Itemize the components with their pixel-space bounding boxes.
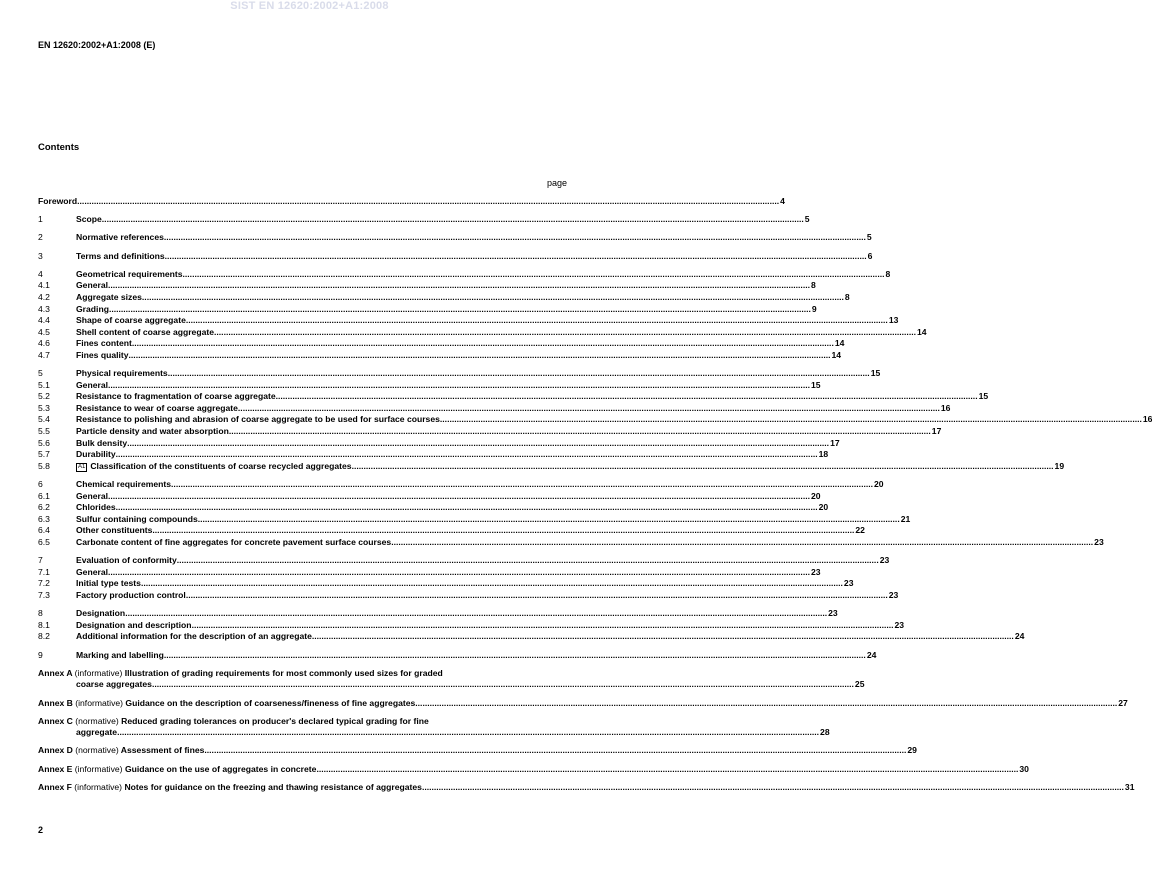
toc-leader-dots bbox=[108, 380, 810, 392]
toc-entry[interactable] bbox=[38, 566, 821, 579]
toc-entry-number: 7.2 bbox=[38, 578, 50, 589]
annex-title-text: Notes for guidance on the freezing and thawing resistance of aggregates bbox=[124, 781, 422, 792]
toc-entry[interactable] bbox=[38, 368, 881, 380]
annex-title-text: Reduced grading tolerances on producer's declared typical grading for fine bbox=[121, 715, 429, 726]
annex-title-line2 bbox=[38, 727, 830, 739]
toc-entry[interactable] bbox=[38, 513, 911, 526]
toc-entry-title[interactable] bbox=[76, 491, 108, 503]
toc-entry-number: 1 bbox=[38, 214, 43, 225]
toc-entry-title[interactable] bbox=[76, 631, 312, 643]
toc-entry-page: 8 bbox=[810, 280, 816, 291]
toc-entry-page: 23 bbox=[888, 589, 899, 600]
toc-entry-title[interactable] bbox=[76, 391, 276, 403]
toc-entry-title[interactable] bbox=[76, 479, 171, 491]
toc-entry-page: 14 bbox=[916, 326, 927, 337]
annex-entry[interactable] bbox=[38, 763, 1029, 776]
annex-title-text: Guidance on the description of coarseness/fineness of fine aggregates bbox=[125, 697, 416, 708]
toc-entry[interactable] bbox=[38, 402, 951, 415]
toc-entry-page: 6 bbox=[867, 250, 873, 261]
toc-entry-number: 4.4 bbox=[38, 315, 50, 326]
annex-label: Annex C bbox=[38, 715, 73, 726]
contents-heading: Contents bbox=[38, 142, 80, 153]
toc-entry-title[interactable] bbox=[76, 251, 165, 263]
toc-entry-title[interactable] bbox=[76, 338, 132, 350]
toc-entry[interactable] bbox=[38, 268, 891, 281]
annex-entry[interactable] bbox=[38, 745, 917, 757]
annex-type: (informative) bbox=[74, 667, 123, 678]
toc-entry[interactable] bbox=[38, 578, 854, 590]
toc-entry-title[interactable] bbox=[76, 368, 168, 380]
toc-entry[interactable] bbox=[38, 315, 899, 327]
annex-title-line bbox=[38, 697, 1128, 710]
toc-entry-title-text: Classification of the constituents of coarse recycled aggregates bbox=[90, 460, 352, 471]
toc-entry-title-text: General bbox=[76, 566, 109, 577]
toc-entry[interactable] bbox=[38, 391, 989, 403]
toc-entry[interactable] bbox=[38, 437, 840, 450]
annex-heading bbox=[38, 668, 125, 678]
toc-entry-title-text: Sulfur containing compounds bbox=[76, 513, 198, 524]
toc-leader-dots bbox=[77, 196, 779, 208]
toc-entry-title-text: Chlorides bbox=[76, 502, 116, 513]
annex-heading bbox=[38, 764, 125, 774]
toc-entry-page: 14 bbox=[831, 349, 842, 360]
toc-entry-number: 6.1 bbox=[38, 490, 50, 501]
toc-entry-number: 8.1 bbox=[38, 619, 50, 630]
annex-type: (normative) bbox=[75, 745, 119, 756]
toc-entry-title-text: General bbox=[76, 379, 109, 390]
toc-leader-dots bbox=[276, 391, 978, 403]
toc-entry-title-text: Shell content of coarse aggregate bbox=[76, 326, 215, 337]
toc-entry[interactable] bbox=[38, 291, 850, 304]
toc-entry[interactable] bbox=[38, 502, 829, 514]
toc-entry-title-text: Fines quality bbox=[76, 349, 129, 360]
toc-entry-title[interactable] bbox=[76, 567, 108, 579]
toc-entry-number: 4.2 bbox=[38, 291, 50, 302]
toc-entry-number: 4.3 bbox=[38, 303, 50, 314]
toc-entry[interactable] bbox=[38, 525, 865, 537]
toc-entry[interactable] bbox=[38, 490, 821, 503]
toc-entry-title[interactable] bbox=[76, 578, 141, 590]
toc-leader-dots bbox=[164, 232, 866, 244]
toc-entry-number: 7.3 bbox=[38, 589, 50, 600]
toc-entry-title-text: Durability bbox=[76, 449, 116, 460]
toc-leader-dots bbox=[391, 537, 1093, 549]
toc-entry-page: 20 bbox=[874, 479, 884, 490]
toc-entry-number: 7 bbox=[38, 555, 43, 566]
toc-entry-page: 28 bbox=[820, 727, 830, 738]
toc-entry-title[interactable] bbox=[76, 620, 192, 632]
toc-leader-dots bbox=[108, 280, 810, 292]
toc-entry-page: 4 bbox=[780, 196, 785, 206]
toc-entry-title[interactable] bbox=[76, 590, 186, 602]
annex-label: Annex B bbox=[38, 697, 73, 708]
toc-leader-dots bbox=[152, 525, 854, 537]
toc-entry-title-text: Resistance to wear of coarse aggregate bbox=[76, 402, 238, 413]
toc-entry-number: 2 bbox=[38, 232, 43, 243]
annex-title bbox=[38, 745, 204, 757]
annex-title-line bbox=[38, 745, 917, 757]
toc-entry-page: 25 bbox=[854, 679, 865, 690]
toc-entry-page: 15 bbox=[810, 379, 821, 390]
toc-leader-dots bbox=[186, 315, 888, 327]
annex-title-text: coarse aggregates bbox=[76, 679, 152, 690]
toc-entry-title-text: Factory production control bbox=[76, 589, 186, 600]
toc-entry-title[interactable] bbox=[38, 196, 77, 208]
toc-entry-title-text: Shape of coarse aggregate bbox=[76, 315, 186, 326]
toc-entry-title[interactable] bbox=[76, 315, 186, 327]
annex-title-line2 bbox=[38, 679, 865, 691]
toc-leader-dots bbox=[229, 426, 931, 438]
toc-leader-dots bbox=[102, 214, 804, 226]
toc-entry-page: 23 bbox=[1094, 537, 1104, 547]
toc-entry-title[interactable] bbox=[76, 414, 440, 426]
toc-entry[interactable] bbox=[38, 196, 785, 208]
toc-leader-dots bbox=[108, 491, 810, 503]
toc-entry-number: 4 bbox=[38, 268, 43, 279]
toc-entry-title-text: Particle density and water absorption bbox=[76, 426, 229, 437]
toc-entry-number: 6.5 bbox=[38, 537, 50, 547]
toc-entry-page: 8 bbox=[844, 291, 850, 302]
toc-entry[interactable] bbox=[38, 460, 1065, 473]
toc-entry-page: 18 bbox=[818, 449, 829, 460]
amendment-marker: A1 bbox=[78, 463, 86, 470]
toc-entry-page: 8 bbox=[885, 268, 891, 279]
toc-entry-number: 6.3 bbox=[38, 513, 50, 524]
page-number: 2 bbox=[38, 825, 44, 835]
toc-entry[interactable] bbox=[38, 280, 816, 292]
toc-entry-number: 5 bbox=[38, 368, 43, 379]
annex-heading bbox=[38, 782, 124, 792]
annex-type: (informative) bbox=[74, 781, 123, 792]
toc-leader-dots bbox=[127, 438, 829, 450]
toc-entry-title-text: Designation bbox=[76, 608, 126, 619]
toc-entry-number: 6.2 bbox=[38, 502, 50, 513]
toc-entry-page: 24 bbox=[1014, 631, 1025, 642]
toc-entry-page: 9 bbox=[811, 303, 817, 314]
toc-entry[interactable] bbox=[38, 619, 905, 632]
annex-entry[interactable] bbox=[38, 667, 865, 691]
toc-leader-dots bbox=[117, 727, 819, 739]
toc-entry-page: 16 bbox=[1142, 414, 1152, 425]
toc-entry-title-text: Designation and description bbox=[76, 619, 192, 630]
table-of-contents bbox=[38, 196, 1152, 793]
toc-entry[interactable] bbox=[38, 232, 872, 244]
toc-entry-title[interactable] bbox=[76, 426, 229, 438]
toc-entry-page: 29 bbox=[907, 745, 917, 756]
toc-entry-title[interactable] bbox=[76, 555, 177, 567]
toc-entry-title[interactable] bbox=[76, 608, 125, 620]
toc-leader-dots bbox=[141, 578, 843, 590]
toc-leader-dots bbox=[238, 403, 940, 415]
toc-leader-dots bbox=[171, 479, 873, 491]
toc-entry-number: 9 bbox=[38, 649, 43, 660]
toc-leader-dots bbox=[192, 620, 894, 632]
toc-entry-title-text: Scope bbox=[76, 214, 102, 225]
toc-entry-title[interactable] bbox=[76, 292, 142, 304]
toc-entry-page: 17 bbox=[931, 426, 942, 437]
toc-entry-title[interactable] bbox=[76, 650, 164, 662]
toc-entry[interactable] bbox=[38, 379, 821, 392]
toc-entry-title[interactable] bbox=[76, 449, 116, 461]
toc-leader-dots bbox=[165, 251, 867, 263]
toc-entry[interactable] bbox=[38, 250, 873, 263]
toc-entry-number: 5.2 bbox=[38, 391, 50, 402]
annex-title-line1 bbox=[38, 668, 569, 680]
toc-entry-title-text: Foreword bbox=[38, 196, 78, 206]
toc-entry-page: 22 bbox=[855, 525, 865, 536]
toc-entry-page: 20 bbox=[818, 502, 829, 513]
toc-entry-number: 6 bbox=[38, 479, 43, 490]
toc-entry-number: 5.5 bbox=[38, 426, 50, 437]
toc-leader-dots bbox=[312, 631, 1014, 643]
toc-entry-title[interactable] bbox=[76, 214, 102, 226]
annex-entry[interactable] bbox=[38, 697, 1128, 710]
toc-entry[interactable] bbox=[38, 426, 942, 438]
annex-label: Annex D bbox=[38, 745, 73, 756]
toc-entry-title[interactable] bbox=[76, 461, 352, 473]
toc-leader-dots bbox=[109, 304, 811, 316]
toc-entry-number: 4.7 bbox=[38, 349, 50, 360]
toc-leader-dots bbox=[440, 414, 1142, 426]
toc-entry[interactable] bbox=[38, 338, 845, 350]
toc-entry[interactable] bbox=[38, 649, 877, 662]
toc-entry-title-text: General bbox=[76, 490, 109, 501]
annex-title bbox=[38, 698, 415, 710]
toc-entry-title-text: Evaluation of conformity bbox=[76, 555, 177, 566]
toc-leader-dots bbox=[415, 698, 1117, 710]
toc-entry[interactable] bbox=[38, 589, 899, 602]
annex-type: (informative) bbox=[74, 763, 123, 774]
toc-entry-number: 4.1 bbox=[38, 280, 50, 291]
toc-entry-page: 21 bbox=[900, 513, 911, 524]
toc-entry[interactable] bbox=[38, 326, 927, 339]
annex-title-text: Guidance on the use of aggregates in concrete bbox=[124, 763, 317, 774]
annex-title bbox=[38, 782, 422, 794]
toc-entry-title-text: Bulk density bbox=[76, 437, 128, 448]
toc-entry-title-text: General bbox=[76, 280, 109, 291]
toc-leader-dots bbox=[177, 555, 879, 567]
toc-leader-dots bbox=[186, 590, 888, 602]
toc-leader-dots bbox=[164, 650, 866, 662]
toc-entry[interactable] bbox=[38, 349, 842, 362]
toc-entry-page: 23 bbox=[879, 555, 890, 566]
toc-entry-number: 3 bbox=[38, 250, 43, 261]
annex-type: (informative) bbox=[75, 697, 124, 708]
toc-leader-dots bbox=[168, 368, 870, 380]
toc-entry-number: 5.1 bbox=[38, 379, 50, 390]
toc-entry-number: 4.6 bbox=[38, 338, 50, 349]
page-column-label: page bbox=[546, 178, 567, 188]
toc-entry-title[interactable] bbox=[76, 327, 214, 339]
toc-entry-title-text: Geometrical requirements bbox=[76, 268, 183, 279]
annex-title-line bbox=[38, 763, 1029, 776]
toc-entry-title-text: Additional information for the description of an aggregate bbox=[76, 631, 312, 642]
toc-entry[interactable] bbox=[38, 214, 810, 226]
toc-entry[interactable] bbox=[38, 631, 1025, 643]
document-id: EN 12620:2002+A1:2008 (E) bbox=[38, 40, 156, 50]
toc-leader-dots bbox=[108, 567, 810, 579]
annex-heading bbox=[38, 745, 121, 755]
annex-title-line1 bbox=[38, 716, 569, 728]
toc-leader-dots bbox=[422, 782, 1124, 794]
toc-entry-number: 8 bbox=[38, 608, 43, 619]
toc-entry-number: 5.4 bbox=[38, 414, 50, 425]
toc-leader-dots bbox=[214, 327, 916, 339]
toc-entry-number: 5.7 bbox=[38, 449, 50, 460]
toc-entry-page: 15 bbox=[978, 391, 989, 402]
toc-leader-dots bbox=[125, 608, 827, 620]
toc-entry-page: 14 bbox=[834, 338, 845, 349]
toc-entry-page: 17 bbox=[830, 437, 840, 448]
toc-entry-page: 20 bbox=[810, 490, 821, 501]
toc-entry-page: 27 bbox=[1118, 697, 1128, 708]
toc-entry-number: 5.6 bbox=[38, 437, 50, 448]
toc-entry-title[interactable] bbox=[76, 269, 183, 281]
toc-entry-title-text: Initial type tests bbox=[76, 578, 141, 589]
toc-entry-title-text: Physical requirements bbox=[76, 368, 168, 379]
toc-entry-title-text: Fines content bbox=[76, 338, 132, 349]
toc-entry[interactable] bbox=[38, 608, 838, 620]
toc-entry-title-text: Resistance to fragmentation of coarse aggregate bbox=[76, 391, 276, 402]
annex-type: (normative) bbox=[75, 715, 119, 726]
toc-entry-page: 13 bbox=[888, 315, 899, 326]
toc-entry-page: 19 bbox=[1054, 460, 1065, 471]
toc-entry-page: 23 bbox=[843, 578, 854, 589]
toc-entry-title[interactable] bbox=[76, 232, 164, 244]
toc-entry-title[interactable] bbox=[76, 502, 116, 514]
toc-leader-dots bbox=[183, 269, 885, 281]
toc-entry-number: 5.3 bbox=[38, 402, 50, 413]
toc-entry-title[interactable] bbox=[76, 514, 198, 526]
toc-entry-title[interactable] bbox=[76, 280, 108, 292]
annex-title-line bbox=[38, 781, 1135, 794]
annex-heading bbox=[38, 716, 121, 726]
toc-entry[interactable] bbox=[38, 555, 890, 567]
toc-entry-title[interactable] bbox=[76, 525, 152, 537]
annex-entry[interactable] bbox=[38, 781, 1135, 794]
toc-entry-page: 31 bbox=[1124, 781, 1135, 792]
toc-entry-title[interactable] bbox=[76, 537, 391, 549]
annex-entry[interactable] bbox=[38, 715, 830, 739]
toc-entry-title[interactable] bbox=[76, 380, 108, 392]
toc-leader-dots bbox=[152, 679, 854, 691]
toc-entry-title[interactable] bbox=[76, 438, 127, 450]
toc-entry-page: 24 bbox=[866, 649, 877, 660]
annex-label: Annex F bbox=[38, 781, 72, 792]
toc-entry-title-text: Carbonate content of fine aggregates for concrete pavement surface courses bbox=[76, 537, 392, 547]
toc-leader-dots bbox=[204, 745, 906, 757]
toc-leader-dots bbox=[142, 292, 844, 304]
toc-entry-title-text: Chemical requirements bbox=[76, 479, 172, 490]
toc-entry[interactable] bbox=[38, 303, 817, 316]
annex-title-text: aggregate bbox=[76, 727, 118, 738]
toc-entry-title-text: Other constituents bbox=[76, 525, 153, 536]
toc-entry-title[interactable] bbox=[76, 403, 238, 415]
annex-label: Annex A bbox=[38, 667, 73, 678]
toc-leader-dots bbox=[132, 338, 834, 350]
annex-title-text: Illustration of grading requirements for most commonly used sizes for graded bbox=[124, 667, 443, 678]
toc-entry[interactable] bbox=[38, 479, 884, 491]
toc-entry-title-text: Terms and definitions bbox=[76, 250, 165, 261]
toc-entry-title-text: Aggregate sizes bbox=[76, 291, 142, 302]
toc-entry-title-text: Resistance to polishing and abrasion of coarse aggregate to be used for surface courses bbox=[76, 414, 440, 425]
toc-entry-number: 8.2 bbox=[38, 631, 50, 642]
toc-entry-number: 4.5 bbox=[38, 326, 50, 337]
toc-entry-number: 6.4 bbox=[38, 525, 50, 536]
toc-leader-dots bbox=[129, 350, 831, 362]
toc-leader-dots bbox=[198, 514, 900, 526]
toc-entry-title[interactable] bbox=[76, 304, 109, 316]
toc-entry[interactable] bbox=[38, 449, 829, 461]
toc-entry-page: 23 bbox=[810, 566, 821, 577]
annex-label: Annex E bbox=[38, 763, 73, 774]
annex-heading bbox=[38, 698, 125, 708]
toc-entry-page: 5 bbox=[866, 232, 872, 243]
toc-entry-page: 15 bbox=[870, 368, 881, 379]
toc-entry-title-text: Normative references bbox=[76, 232, 164, 243]
toc-leader-dots bbox=[316, 764, 1018, 776]
annex-title-text: Assessment of fines bbox=[120, 745, 205, 756]
toc-leader-dots bbox=[116, 449, 818, 461]
toc-entry-page: 30 bbox=[1019, 763, 1029, 774]
annex-title bbox=[38, 764, 316, 776]
toc-entry-page: 23 bbox=[894, 619, 905, 630]
toc-entry-page: 5 bbox=[804, 214, 810, 225]
toc-entry-number: 5.8 bbox=[38, 460, 50, 471]
toc-leader-dots bbox=[352, 461, 1054, 473]
toc-entry[interactable] bbox=[38, 414, 1152, 426]
toc-entry-title-text: Grading bbox=[76, 303, 109, 314]
toc-entry[interactable] bbox=[38, 537, 1104, 549]
toc-entry-title[interactable] bbox=[76, 350, 129, 362]
toc-entry-page: 23 bbox=[828, 608, 838, 619]
toc-entry-title-text: Marking and labelling bbox=[76, 649, 164, 660]
watermark: SIST EN 12620:2002+A1:2008 bbox=[230, 0, 389, 12]
toc-entry-page: 16 bbox=[940, 402, 951, 413]
toc-entry-number: 7.1 bbox=[38, 566, 50, 577]
toc-leader-dots bbox=[116, 502, 818, 514]
